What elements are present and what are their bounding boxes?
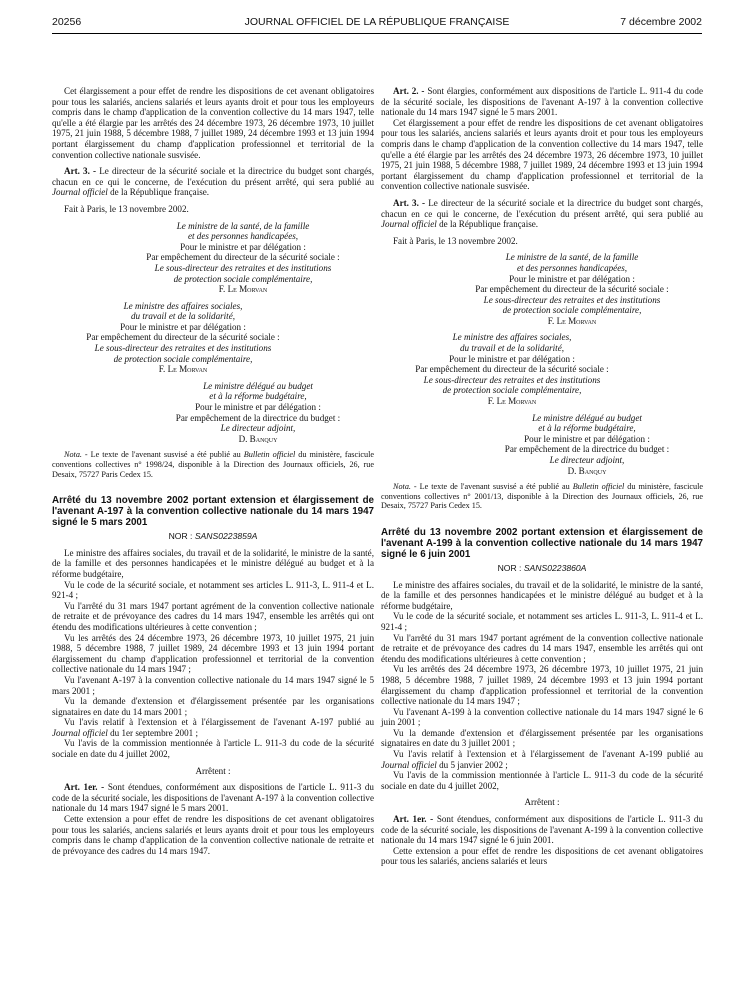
visa: Vu la demande d'extension et d'élargissement présentée par les organisations signataires en date du 3 juillet 2001 ; <box>381 727 703 749</box>
header-rule <box>52 33 702 34</box>
arretent: Arrêtent : <box>524 797 560 808</box>
visa: Vu l'avis relatif à l'extension et à l'élargissement de l'avenant A-197 publié au Journal officiel du 1er septembre 2001 ; <box>52 717 374 738</box>
visa: Vu les arrêtés des 24 décembre 1973, 26 décembre 1973, 10 juillet 1975, 21 juin 1988, 5 décembre 1988, 7 juillet 1989, 24 décembre 1993 et 13 juin 1994 portant élargissement du champ d'application professionnel et territorial de la convention collective nationale du 14 mars 1947 ; <box>381 664 703 707</box>
paragraph: Cette extension a pour effet de rendre les dispositions de cet avenant obligatoires pour tous les salariés, anciens salariés et leurs <box>381 845 703 867</box>
visa: Vu le code de la sécurité sociale, et notamment ses articles L. 911-3, L. 911-4 et L. 921-4 ; <box>381 611 703 632</box>
fait-a-paris: Fait à Paris, le 13 novembre 2002. <box>393 235 518 246</box>
article-1: Art. 1er. - Sont étendues, conformément aux dispositions de l'article L. 911-3 du code de la sécurité sociale, les dispositions de l'avenant A-199 à la convention collective nationale du 14 mars 1947 signé le 6 juin 2001. <box>381 814 703 846</box>
page-header <box>52 16 702 32</box>
signature-block-2: Le ministre des affaires sociales, du travail et de la solidarité, Pour le ministre et par délégation : Par empêchement du directeur de la sécurité sociale : Le sous-directeur des retraites et des institutions de protection sociale complémentaire, F. Le Morvan <box>86 300 280 375</box>
nor-reference: NOR : SANS0223860A <box>497 562 587 573</box>
page-number: 20256 <box>52 16 82 28</box>
visa: Vu le code de la sécurité sociale, et notamment ses articles L. 911-3, L. 911-4 et L. 921-4 ; <box>52 579 374 601</box>
visa: Vu l'avenant A-197 à la convention collective nationale du 14 mars 1947 signé le 5 mars 2001 ; <box>52 674 374 696</box>
nota: Nota. - Le texte de l'avenant susvisé a été publié au Bulletin officiel du ministère, fascicule conventions collectives n° 1998/24, disponible à la Direction des Journaux officiels, 26, rue Desaix, 75727 Paris Cedex 15. <box>52 450 374 479</box>
article-1: Art. 1er. - Sont étendues, conformément aux dispositions de l'article L. 911-3 du code de la sécurité sociale, les dispositions de l'avenant A-197 à la convention collective nationale du 14 mars 1947 signé le 5 mars 2001. <box>52 782 374 814</box>
signature-block-1: Le ministre de la santé, de la famille et des personnes handicapées, Pour le ministre et par délégation : Par empêchement du directeur de la sécurité sociale : Le sous-directeur des retraites et des institutions de protection sociale complémentaire, F. Le Morvan <box>146 220 340 295</box>
visa: Vu les arrêtés des 24 décembre 1973, 26 décembre 1973, 10 juillet 1975, 21 juin 1988, 5 décembre 1988, 7 juillet 1989, 24 décembre 1993 et 13 juin 1994 portant élargissement du champ d'application professionnel et territorial de la convention collective nationale du 14 mars 1947 ; <box>52 632 374 675</box>
paragraph: Cet élargissement a pour effet de rendre les dispositions de cet avenant obligatoires pour tous les salariés, anciens salariés et leurs ayants droit et pour tous les employeurs compris dans le champ d'application de la convention collective du 14 mars 1947, telle qu'elle a été élargie par les arrêtés des 24 décembre 1973, 26 décembre 1973, 10 juillet 1975, 21 juin 1988, 5 décembre 1988, 7 juillet 1989, 24 décembre 1993 et 13 juin 1994 portant élargissement du champ d'application professionnel et territorial de la convention collective nationale susvisée. <box>381 117 703 192</box>
article-3: Art. 3. - Le directeur de la sécurité sociale et la directrice du budget sont chargés, chacun en ce qui le concerne, de l'exécution du présent arrêté, qui sera publié au Journal officiel de la République française. <box>381 197 703 230</box>
arretent: Arrêtent : <box>195 765 231 776</box>
visa: Vu l'avis de la commission mentionnée à l'article L. 911-3 du code de la sécurité sociale en date du 4 juillet 2002, <box>381 770 703 791</box>
article-3: Art. 3. - Le directeur de la sécurité sociale et la directrice du budget sont chargés, chacun en ce qui le concerne, de l'exécution du présent arrêté, qui sera publié au Journal officiel de la République française. <box>52 166 374 198</box>
arrete-title: Arrêté du 13 novembre 2002 portant extension et élargissement de l'avenant A-199 à la convention collective nationale du 14 mars 1947 signé le 6 juin 2001 <box>381 526 703 560</box>
visa: Vu la demande d'extension et d'élargissement présentée par les organisations signataires en date du 14 mars 2001 ; <box>52 696 374 717</box>
nor-reference: NOR : SANS0223859A <box>168 531 258 542</box>
arrete-title: Arrêté du 13 novembre 2002 portant extension et élargissement de l'avenant A-197 à la convention collective nationale du 14 mars 1947 signé le 5 mars 2001 <box>52 495 374 529</box>
journal-title: JOURNAL OFFICIEL DE LA RÉPUBLIQUE FRANÇAISE <box>244 16 510 28</box>
paragraph: Cet élargissement a pour effet de rendre les dispositions de cet avenant obligatoires pour tous les salariés, anciens salariés et leurs ayants droit et pour tous les employeurs compris dans le champ d'application de la convention collective du 14 mars 1947, telle qu'elle a été élargie par les arrêtés des 24 décembre 1973, 26 décembre 1973, 10 juillet 1975, 21 juin 1988, 5 décembre 1988, 7 juillet 1989, 24 décembre 1993 et 13 juin 1994 portant élargissement du champ d'application professionnel et territorial de la convention collective nationale susvisée. <box>52 86 374 160</box>
nota: Nota. - Le texte de l'avenant susvisé a été publié au Bulletin officiel du ministère, fascicule conventions collectives n° 2001/13, disponible à la Direction des Journaux officiels, 26, rue Desaix, 75727 Paris Cedex 15. <box>381 482 703 511</box>
article-2: Art. 2. - Sont élargies, conformément aux dispositions de l'article L. 911-4 du code de la sécurité sociale, les dispositions de l'avenant A-197 à la convention collective nationale du 14 mars 1947 signé le 5 mars 2001. <box>381 86 703 118</box>
issue-date: 7 décembre 2002 <box>620 16 702 28</box>
right-column <box>381 86 703 867</box>
visa: Vu l'arrêté du 31 mars 1947 portant agrément de la convention collective nationale de retraite et de prévoyance des cadres du 14 mars 1947, ensemble les arrêtés qui ont étendu des modifications ultérieures à cette convention ; <box>381 632 703 664</box>
left-column <box>52 86 374 856</box>
visa-preamble: Le ministre des affaires sociales, du travail et de la solidarité, le ministre de la santé, de la famille et des personnes handicapées et le ministre délégué au budget et à la réforme budgétaire, <box>381 579 703 611</box>
paragraph: Cette extension a pour effet de rendre les dispositions de cet avenant obligatoires pour tous les salariés, anciens salariés et leurs ayants droit et pour tous les employeurs compris dans le champ d'application de la convention collective nationale de retraite et de prévoyance des cadres du 14 mars 1947. <box>52 814 374 856</box>
signature-block-3: Le ministre délégué au budget et à la réforme budgétaire, Pour le ministre et par délégation : Par empêchement de la directrice du budget : Le directeur adjoint, D. Banquy <box>504 412 670 476</box>
visa: Vu l'avenant A-199 à la convention collective nationale du 14 mars 1947 signé le 6 juin 2001 ; <box>381 706 703 728</box>
fait-a-paris: Fait à Paris, le 13 novembre 2002. <box>64 203 189 214</box>
visa: Vu l'avis relatif à l'extension et à l'élargissement de l'avenant A-199 publié au Journal officiel du 5 janvier 2002 ; <box>381 749 703 770</box>
visa: Vu l'avis de la commission mentionnée à l'article L. 911-3 du code de la sécurité sociale en date du 4 juillet 2002, <box>52 738 374 760</box>
visa-preamble: Le ministre des affaires sociales, du travail et de la solidarité, le ministre de la santé, de la famille et des personnes handicapées et le ministre délégué au budget et à la réforme budgétaire, <box>52 547 374 579</box>
visa: Vu l'arrêté du 31 mars 1947 portant agrément de la convention collective nationale de retraite et de prévoyance des cadres du 14 mars 1947, ensemble les arrêtés qui ont étendu des modifications ultérieures à cette convention ; <box>52 600 374 632</box>
signature-block-2: Le ministre des affaires sociales, du travail et de la solidarité, Pour le ministre et par délégation : Par empêchement du directeur de la sécurité sociale : Le sous-directeur des retraites et des institutions de protection sociale complémentaire, F. Le Morvan <box>415 332 609 407</box>
signature-block-3: Le ministre délégué au budget et à la réforme budgétaire, Pour le ministre et par délégation : Par empêchement de la directrice du budget : Le directeur adjoint, D. Banquy <box>175 380 341 444</box>
signature-block-1: Le ministre de la santé, de la famille et des personnes handicapées, Pour le ministre et par délégation : Par empêchement du directeur de la sécurité sociale : Le sous-directeur des retraites et des institutions de protection sociale complémentaire, F. Le Morvan <box>475 252 669 326</box>
